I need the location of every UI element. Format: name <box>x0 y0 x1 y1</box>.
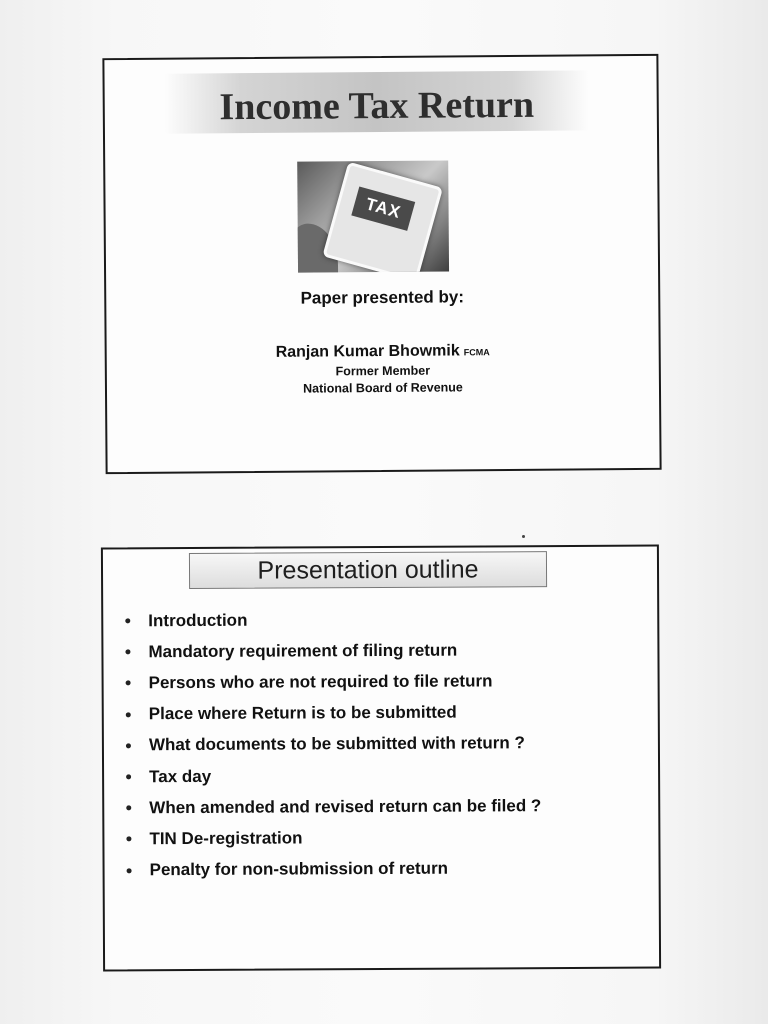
slide-title: Income Tax Return <box>219 83 535 129</box>
bullet-dot <box>125 650 130 655</box>
bullet-dot <box>126 837 131 842</box>
list-item-text: When amended and revised return can be filed ? <box>149 795 542 817</box>
list-item-text: Penalty for non-submission of return <box>149 858 449 880</box>
author-org: National Board of Revenue <box>303 380 463 396</box>
bullet-dot <box>126 774 131 779</box>
list-item-text: Mandatory requirement of filing return <box>148 640 458 661</box>
list-item <box>126 821 541 854</box>
list-item <box>126 666 541 699</box>
list-item <box>126 759 541 792</box>
bullet-dot <box>126 806 131 811</box>
bullet-dot <box>126 712 131 717</box>
bullet-dot <box>126 743 131 748</box>
list-item-text: What documents to be submitted with return ? <box>148 733 525 755</box>
bullet-dot <box>126 681 131 686</box>
list-item <box>125 603 540 636</box>
list-item-text: TIN De-registration <box>149 828 303 849</box>
author-suffix: FCMA <box>463 347 490 358</box>
list-item <box>126 728 541 761</box>
author-line <box>107 341 659 363</box>
title-banner <box>164 70 588 133</box>
outline-list <box>125 603 541 886</box>
bullet-dot <box>125 618 130 623</box>
outline-title: Presentation outline <box>189 551 547 589</box>
list-item <box>127 853 542 886</box>
scan-speck <box>522 535 525 538</box>
author-role: Former Member <box>335 363 431 379</box>
list-item-text: Place where Return is to be submitted <box>148 702 457 724</box>
bullet-dot <box>127 868 132 873</box>
author-name: Ranjan Kumar Bhowmik <box>275 342 460 361</box>
list-item <box>126 697 541 730</box>
tablet-shape <box>322 162 443 273</box>
tax-sign-label: TAX <box>351 186 415 230</box>
list-item <box>126 790 541 823</box>
list-item-text: Persons who are not required to file return <box>148 671 493 693</box>
title-slide <box>102 54 661 474</box>
list-item-text: Introduction <box>148 610 248 630</box>
list-item-text: Tax day <box>149 766 212 786</box>
outline-slide <box>101 545 661 972</box>
presented-by-label: Paper presented by: <box>300 287 465 308</box>
list-item <box>125 634 540 667</box>
tax-photo <box>297 160 449 272</box>
